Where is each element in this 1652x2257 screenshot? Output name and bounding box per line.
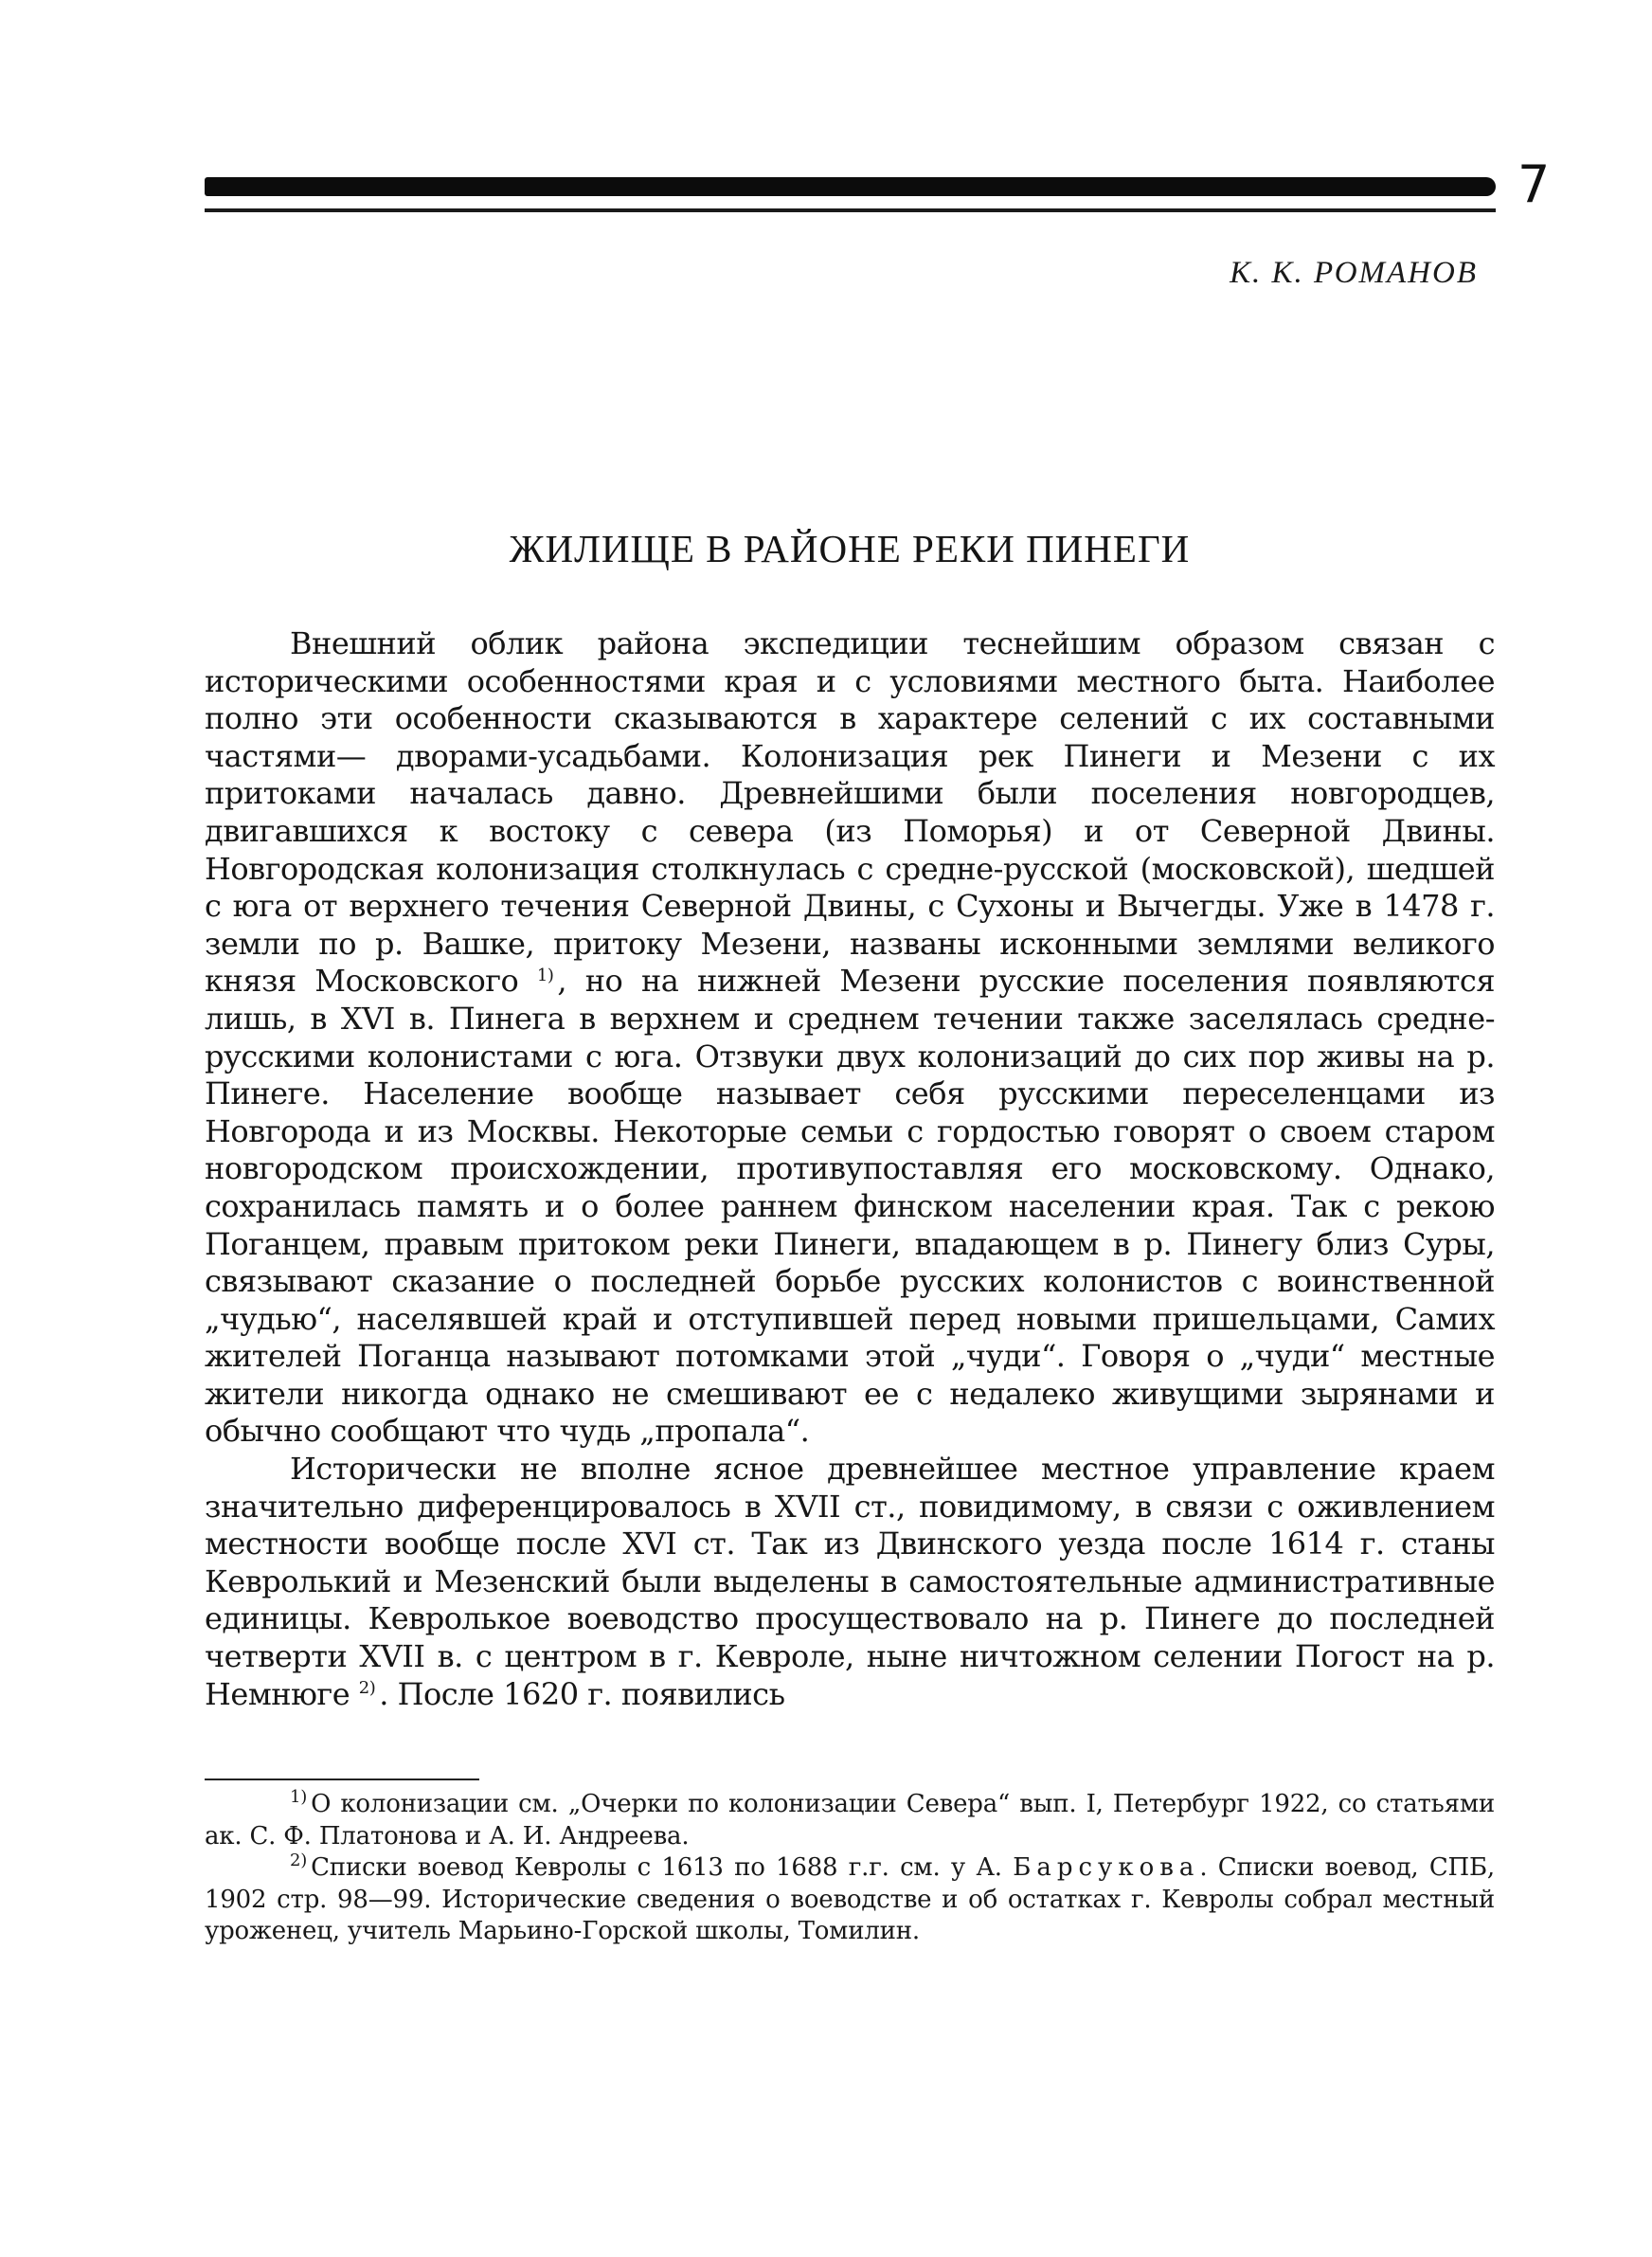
article-title: ЖИЛИЩЕ В РАЙОНЕ РЕКИ ПИНЕГИ	[509, 527, 1191, 570]
page-number: 7	[1517, 154, 1551, 214]
footnote-2-author-name: Барсукова	[1013, 1853, 1200, 1882]
header-thin-rule	[205, 208, 1496, 212]
footnote-2	[205, 1852, 1495, 1948]
paragraph-2-text-a: Исторически не вполне ясное древнейшее местное управление краем значительно диференцировалось в XVII ст., повидимому, в связи с оживлением местности вообще после XVI ст. Так из Двинского уезда после 1614 г. станы Кевролький и Мезенский были выделены в самостоятельные административные единицы. Кевролькое воеводство просуществовало на р. Пинеге до последней четверти XVII в. с центром в г. Кевроле, ныне ничтожном селении Погост на р. Немнюге	[205, 1451, 1495, 1712]
article-body	[205, 625, 1495, 1713]
paragraph-1-text-b: , но на нижней Мезени русские поселения появляются лишь, в XVI в. Пинега в верхнем и среднем течении также заселялась средне-русскими колонистами с юга. Отзвуки двух колонизаций до сих пор живы на р. Пинеге. Население вообще называет себя русскими переселенцами из Новгорода и из Москвы. Некоторые семьи с гордостью говорят о своем старом новгородском происхождении, противупоставляя его московскому. Однако, сохранилась память и о более раннем финском населении края. Так с рекою Поганцем, правым притоком реки Пинеги, впадающем в р. Пинегу близ Суры, связывают сказание о последней борьбе русских колонистов с воинственной „чудью“, населявшей край и отступившей перед новыми пришельцами, Самих жителей Поганца называют потомками этой „чуди“. Говоря о „чуди“ местные жители никогда однако не смешивают ее с недалеко живущими зырянами и обычно сообщают что чудь „пропала“.	[205, 963, 1496, 1450]
footnote-separator	[205, 1779, 479, 1780]
footnote-ref-1: 1)	[536, 965, 554, 985]
paragraph-2-text-b: . После 1620 г. появились	[379, 1675, 785, 1712]
footnote-1	[205, 1789, 1495, 1852]
paragraph-2	[205, 1451, 1495, 1713]
footnotes	[205, 1789, 1495, 1948]
paragraph-1	[205, 625, 1495, 1451]
header-thick-rule	[205, 177, 1496, 196]
footnote-1-text: О колонизации см. „Очерки по колонизации Севера“ вып. I, Петербург 1922, со статьями ак. С. Ф. Платонова и А. И. Андреева.	[205, 1790, 1495, 1851]
footnote-1-mark: 1)	[290, 1787, 308, 1808]
footnote-ref-2: 2)	[358, 1677, 376, 1698]
footnote-2-text-a: Списки воевод Кевролы с 1613 по 1688 г.г. см. у А.	[311, 1853, 1002, 1882]
footnote-2-mark: 2)	[290, 1851, 308, 1871]
paragraph-1-text-a: Внешний облик района экспедиции теснейшим образом связан с историческими особенностями края и с условиями местного быта. Наиболее полно эти особенности сказываются в характере селений с их составными частями— дворами-усадьбами. Колонизация рек Пинеги и Мезени с их притоками началась давно. Древнейшими были поселения новгородцев, двигавшихся к востоку с севера (из Поморья) и от Северной Двины. Новгородская колонизация столкнулась с средне-русской (московской), шедшей с юга от верхнего течения Северной Двины, с Сухоны и Вычегды. Уже в 1478 г. земли по р. Вашке, притоку Мезени, названы исконными землями великого князя Московского	[205, 625, 1495, 1000]
footnote-2-text-b: . Списки воевод, СПБ, 1902 стр. 98—99. Исторические сведения о воеводстве и об остатках г. Кевролы собрал местный уроженец, учитель Марьино-Горской школы, Томилин.	[205, 1853, 1495, 1945]
author-name: К. К. РОМАНОВ	[1230, 256, 1478, 290]
